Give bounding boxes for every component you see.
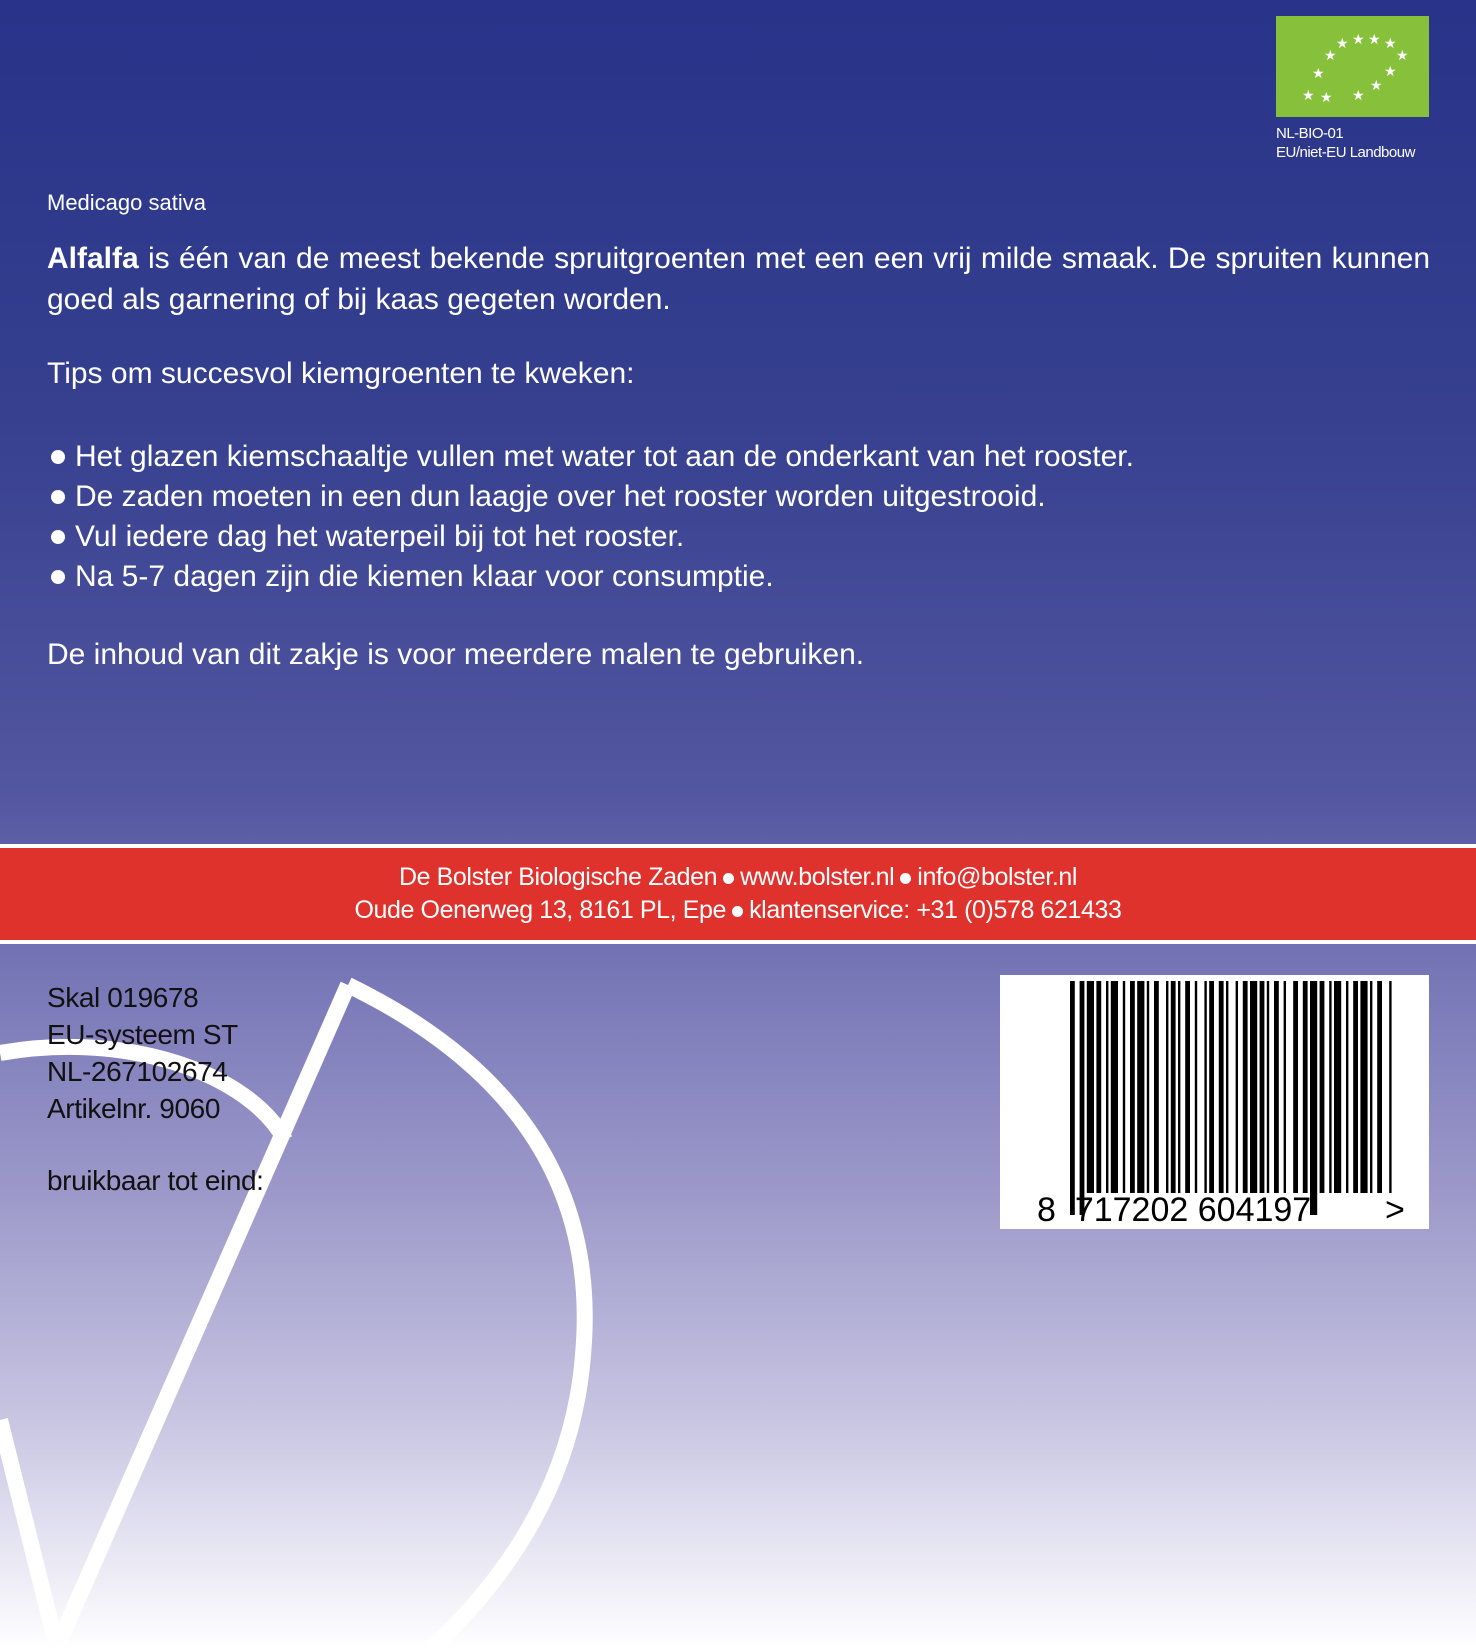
- svg-text:★: ★: [1384, 36, 1397, 52]
- svg-text:★: ★: [1352, 32, 1365, 48]
- customer-service: klantenservice: +31 (0)578 621433: [749, 896, 1122, 924]
- skal-code: Skal 019678: [47, 982, 199, 1013]
- barcode-bar: [1310, 981, 1317, 1215]
- barcode-bar: [1260, 981, 1265, 1193]
- barcode-bar: [1250, 981, 1257, 1193]
- barcode-quiet-zone-marker: >: [1385, 1191, 1405, 1229]
- article-number: Artikelnr. 9060: [47, 1093, 220, 1124]
- best-before-label: bruikbaar tot eind:: [47, 1165, 264, 1196]
- eu-certification-text: [1276, 124, 1415, 162]
- eu-leaf-stars-icon: [1276, 16, 1429, 117]
- barcode-bar: [1154, 981, 1159, 1193]
- list-item: [47, 477, 1134, 517]
- barcode-bar: [1360, 981, 1367, 1193]
- barcode-bar: [1111, 981, 1118, 1193]
- svg-text:★: ★: [1336, 36, 1349, 52]
- barcode-bar: [1236, 981, 1238, 1193]
- product-description: [47, 238, 1430, 320]
- eu-code: NL-BIO-01: [1276, 125, 1344, 142]
- barcode-bar: [1080, 981, 1085, 1215]
- company-contact-line: [0, 861, 1476, 894]
- barcode-bar: [1329, 981, 1331, 1193]
- barcode-number: [1037, 1191, 1311, 1230]
- company-name: De Bolster Biologische Zaden: [398, 863, 718, 891]
- svg-text:★: ★: [1384, 64, 1397, 80]
- barcode-bar: [1130, 981, 1135, 1193]
- barcode-bar: [1195, 981, 1197, 1193]
- svg-text:★: ★: [1370, 78, 1383, 94]
- company-band: [0, 844, 1476, 944]
- barcode-bar: [1274, 981, 1279, 1193]
- bullet-icon: [51, 530, 65, 544]
- barcode-bar: [1293, 981, 1298, 1193]
- barcode-bar: [1123, 981, 1125, 1193]
- bullet-icon: [900, 873, 911, 884]
- barcode-bar: [1389, 981, 1391, 1193]
- barcode-bar: [1147, 981, 1149, 1193]
- usage-note: De inhoud van dit zakje is voor meerdere malen te gebruiken.: [47, 638, 865, 671]
- barcode-bar: [1284, 981, 1286, 1193]
- tips-heading: Tips om succesvol kiemgroenten te kweken:: [47, 357, 635, 390]
- list-item: [47, 517, 1134, 557]
- tips-list: [47, 437, 1134, 597]
- barcode-bar: [1346, 981, 1348, 1193]
- svg-text:★: ★: [1396, 48, 1409, 64]
- barcode-bar: [1226, 981, 1228, 1193]
- tip-text: Het glazen kiemschaaltje vullen met water tot aan de onderkant van het rooster.: [75, 440, 1134, 473]
- barcode-left-group: 717202: [1074, 1191, 1189, 1229]
- barcode-bar: [1096, 981, 1101, 1193]
- svg-text:★: ★: [1324, 48, 1337, 64]
- tip-text: De zaden moeten in een dun laagje over het rooster worden uitgestrooid.: [75, 480, 1046, 513]
- company-address: Oude Oenerweg 13, 8161 PL, Epe: [354, 896, 727, 924]
- barcode-bar: [1377, 981, 1382, 1193]
- barcode-bar: [1106, 981, 1108, 1193]
- bullet-icon: [51, 490, 65, 504]
- barcode-bar: [1320, 981, 1325, 1193]
- svg-text:★: ★: [1302, 88, 1315, 104]
- eu-system-code: EU-systeem ST: [47, 1019, 238, 1050]
- barcode-bar: [1087, 981, 1094, 1193]
- barcode-bar: [1166, 981, 1168, 1193]
- barcode-bar: [1370, 981, 1372, 1193]
- barcode-bar: [1070, 981, 1075, 1215]
- list-item: [47, 557, 1134, 597]
- svg-text:★: ★: [1312, 66, 1325, 82]
- barcode-bar: [1178, 981, 1180, 1193]
- latin-name: Medicago sativa: [47, 190, 206, 215]
- barcode-first-digit: 8: [1037, 1191, 1056, 1229]
- tip-text: Na 5-7 dagen zijn die kiemen klaar voor consumptie.: [75, 560, 774, 593]
- bullet-icon: [732, 906, 743, 917]
- description-text: is één van de meest bekende spruitgroenten met een een vrij milde smaak. De spruiten kunnen goed als garnering of bij kaas gegeten worden.: [47, 242, 1430, 316]
- barcode-bar: [1137, 981, 1144, 1193]
- barcode-bar: [1209, 981, 1214, 1193]
- barcode-bar: [1353, 981, 1358, 1193]
- company-email[interactable]: info@bolster.nl: [917, 863, 1078, 891]
- barcode-bar: [1243, 981, 1248, 1193]
- barcode-bar: [1185, 981, 1190, 1193]
- barcode-bar: [1334, 981, 1341, 1193]
- product-name: Alfalfa: [47, 242, 139, 275]
- certification-codes: [47, 979, 238, 1127]
- barcode-right-group: 604197: [1197, 1191, 1312, 1229]
- barcode-bar: [1303, 981, 1308, 1193]
- svg-text:★: ★: [1320, 90, 1333, 106]
- company-website[interactable]: www.bolster.nl: [740, 863, 895, 891]
- svg-text:★: ★: [1352, 88, 1365, 104]
- eu-origin: EU/niet-EU Landbouw: [1276, 144, 1415, 161]
- barcode-bar: [1219, 981, 1224, 1193]
- barcode-bar: [1171, 981, 1176, 1193]
- barcode-bar: [1267, 981, 1269, 1193]
- bullet-icon: [723, 873, 734, 884]
- list-item: [47, 437, 1134, 477]
- company-address-line: [0, 894, 1476, 927]
- eu-organic-logo: [1276, 16, 1429, 117]
- bullet-icon: [51, 570, 65, 584]
- nl-number: NL-267102674: [47, 1056, 228, 1087]
- tip-text: Vul iedere dag het waterpeil bij tot het rooster.: [75, 520, 685, 553]
- svg-text:★: ★: [1368, 32, 1381, 48]
- barcode-bar: [1204, 981, 1206, 1193]
- bullet-icon: [51, 450, 65, 464]
